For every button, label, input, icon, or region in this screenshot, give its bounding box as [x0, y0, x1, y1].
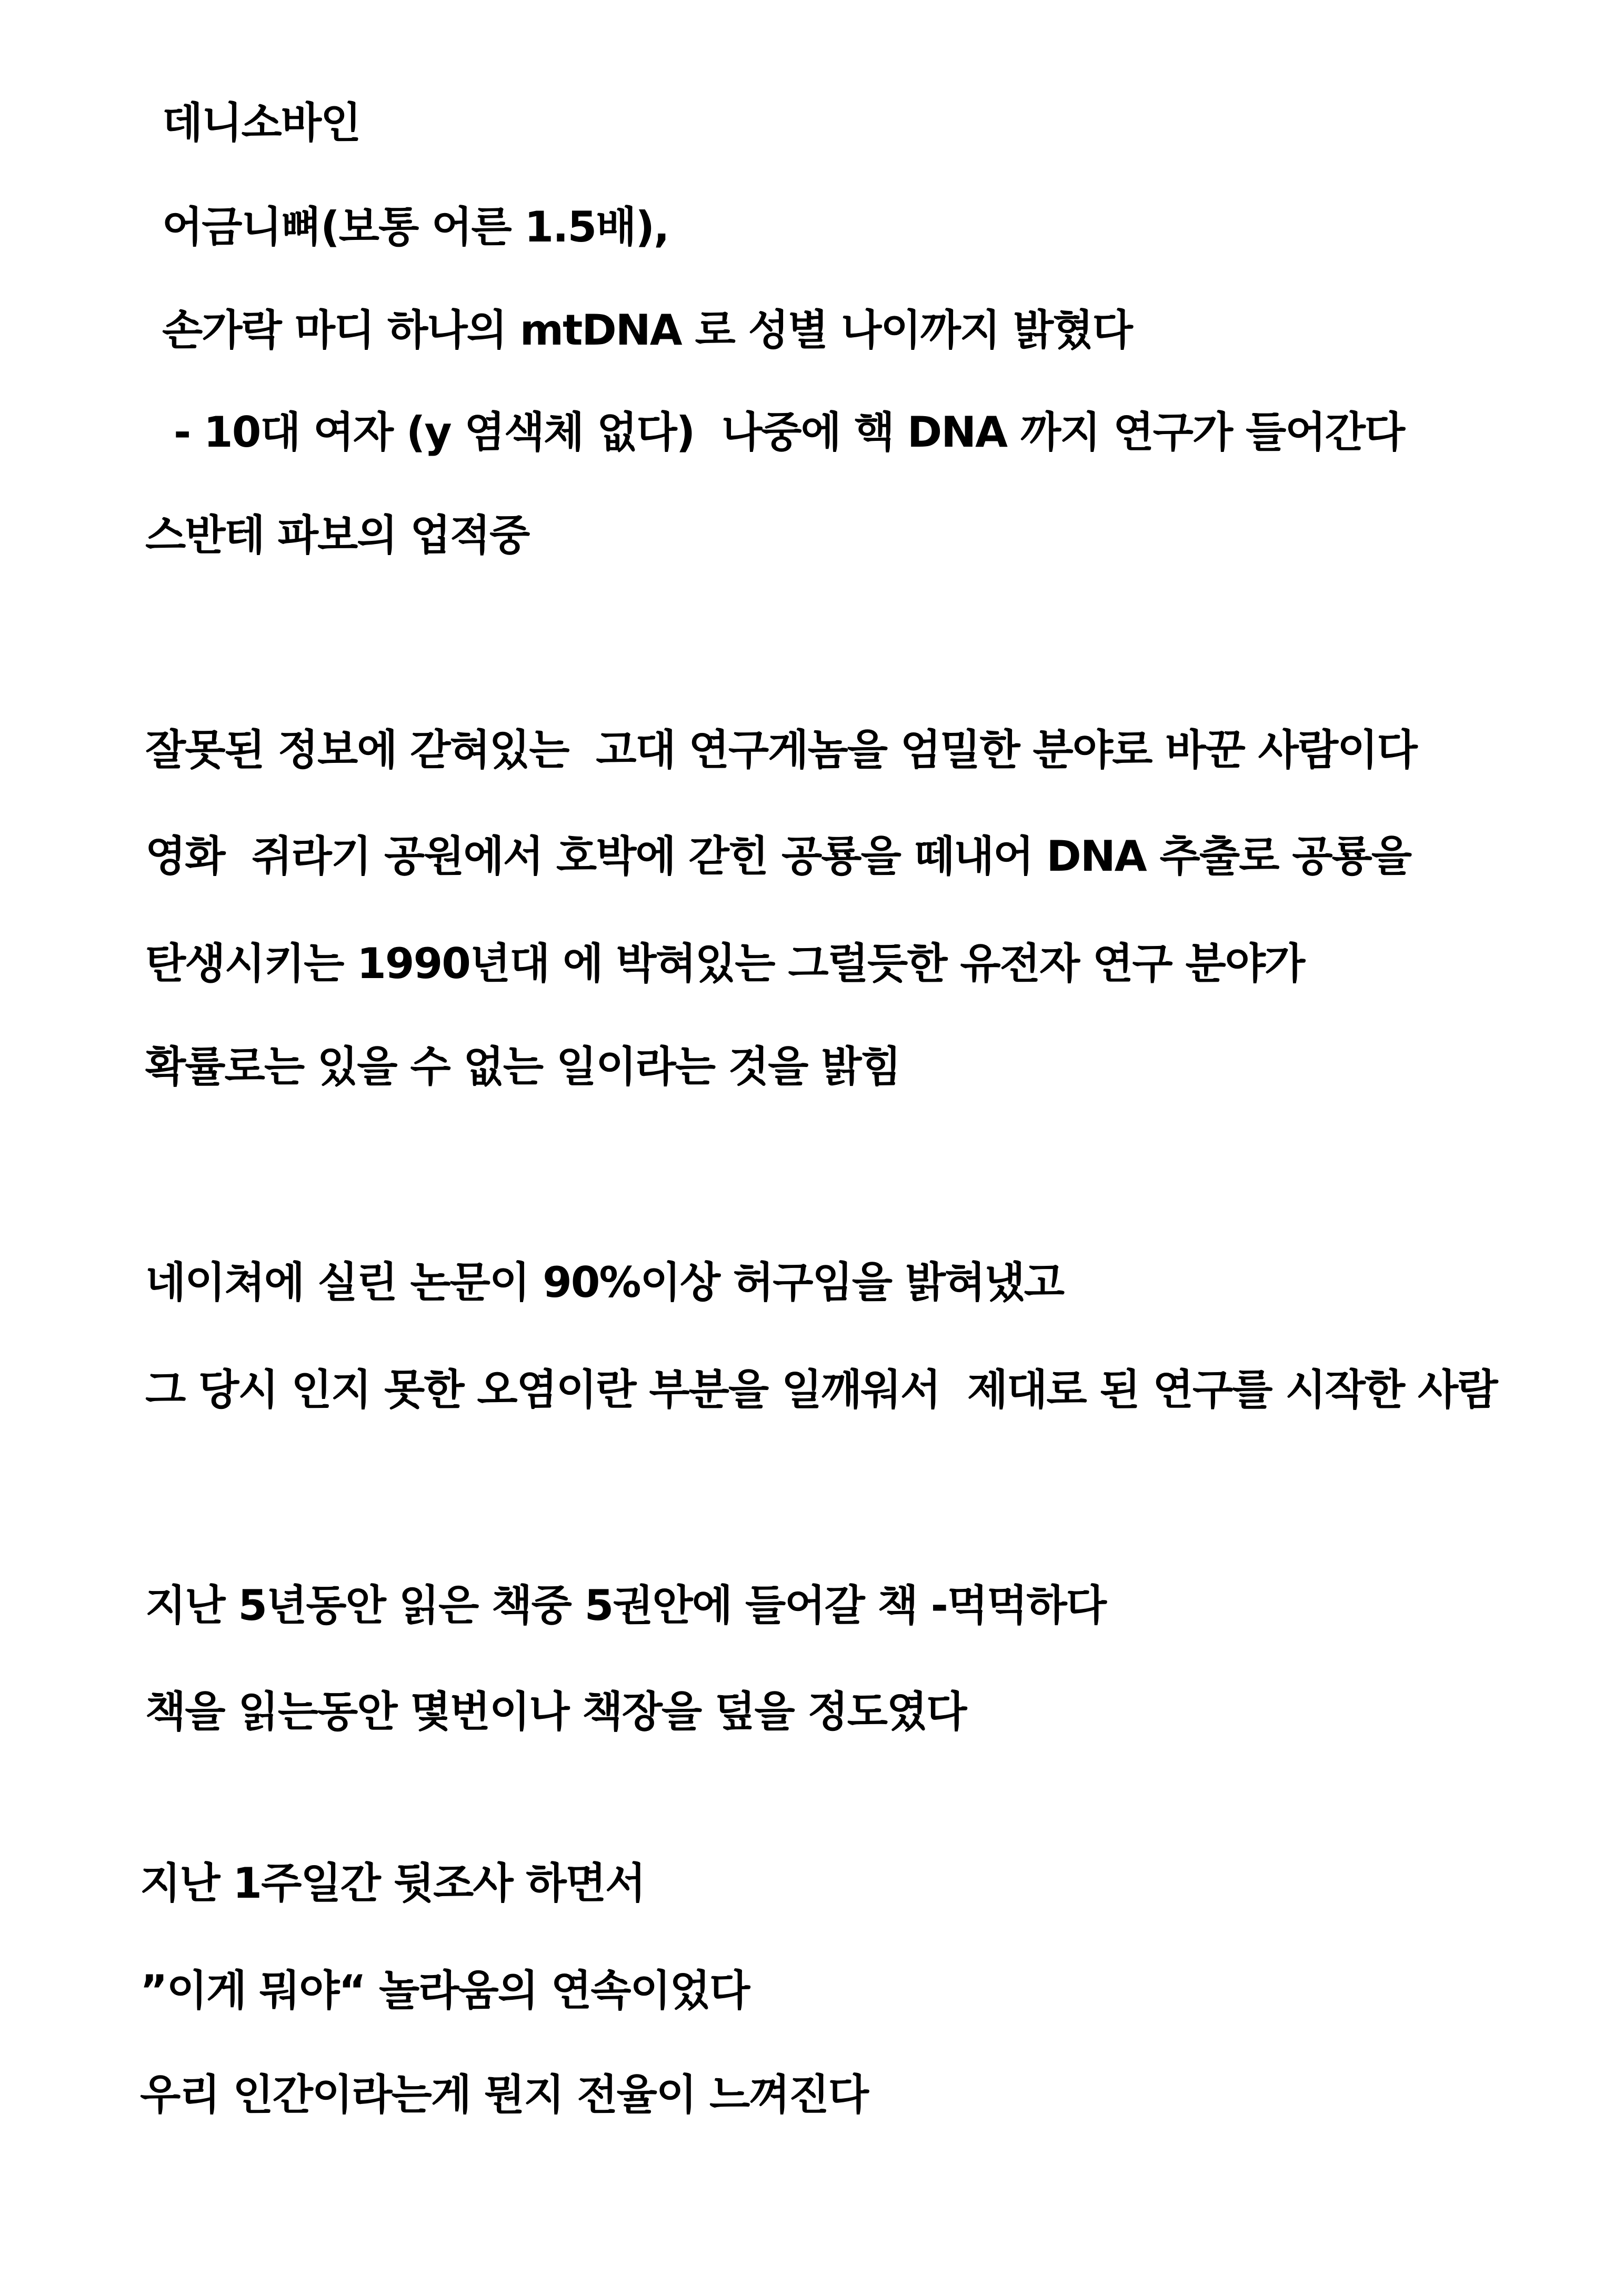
text-line: 확률로는 있을 수 없는 일이라는 것을 밝힘	[145, 1042, 900, 1091]
text-line: 지난 5년동안 읽은 책중 5권안에 들어갈 책 -먹먹하다	[145, 1581, 1106, 1630]
text-line: 책을 읽는동안 몇번이나 책장을 덮을 정도였다	[145, 1687, 966, 1736]
text-line: ”이게 뭐야“ 놀라움의 연속이었다	[140, 1966, 749, 2015]
text-line: 우리 인간이라는게 뭔지 전율이 느껴진다	[140, 2070, 868, 2119]
text-line: 지난 1주일간 뒷조사 하면서	[140, 1859, 645, 1908]
text-line: 그 당시 인지 못한 오염이란 부분을 일깨워서 제대로 된 연구를 시작한 사람	[145, 1365, 1497, 1414]
text-line: 잘못된 정보에 갇혀있는 고대 연구게놈을 엄밀한 분야로 바꾼 사람이다	[145, 726, 1417, 774]
text-line: 스반테 파보의 업적중	[145, 511, 529, 560]
text-line: 데니소바인	[162, 98, 360, 147]
text-line: 영화 쥐라기 공원에서 호박에 갇힌 공룡을 떼내어 DNA 추출로 공룡을	[145, 832, 1411, 881]
text-line: 네이쳐에 실린 논문이 90%이상 허구임을 밝혀냈고	[145, 1258, 1064, 1307]
text-line: - 10대 여자 (y 염색체 없다) 나중에 핵 DNA 까지 연구가 들어간다	[174, 408, 1405, 457]
text-line: 손가락 마디 하나의 mtDNA 로 성별 나이까지 밝혔다	[162, 306, 1132, 355]
text-line: 어금니뼈(보통 어른 1.5배),	[162, 203, 669, 251]
text-line: 탄생시키는 1990년대 에 박혀있는 그럴듯한 유전자 연구 분야가	[145, 939, 1305, 988]
